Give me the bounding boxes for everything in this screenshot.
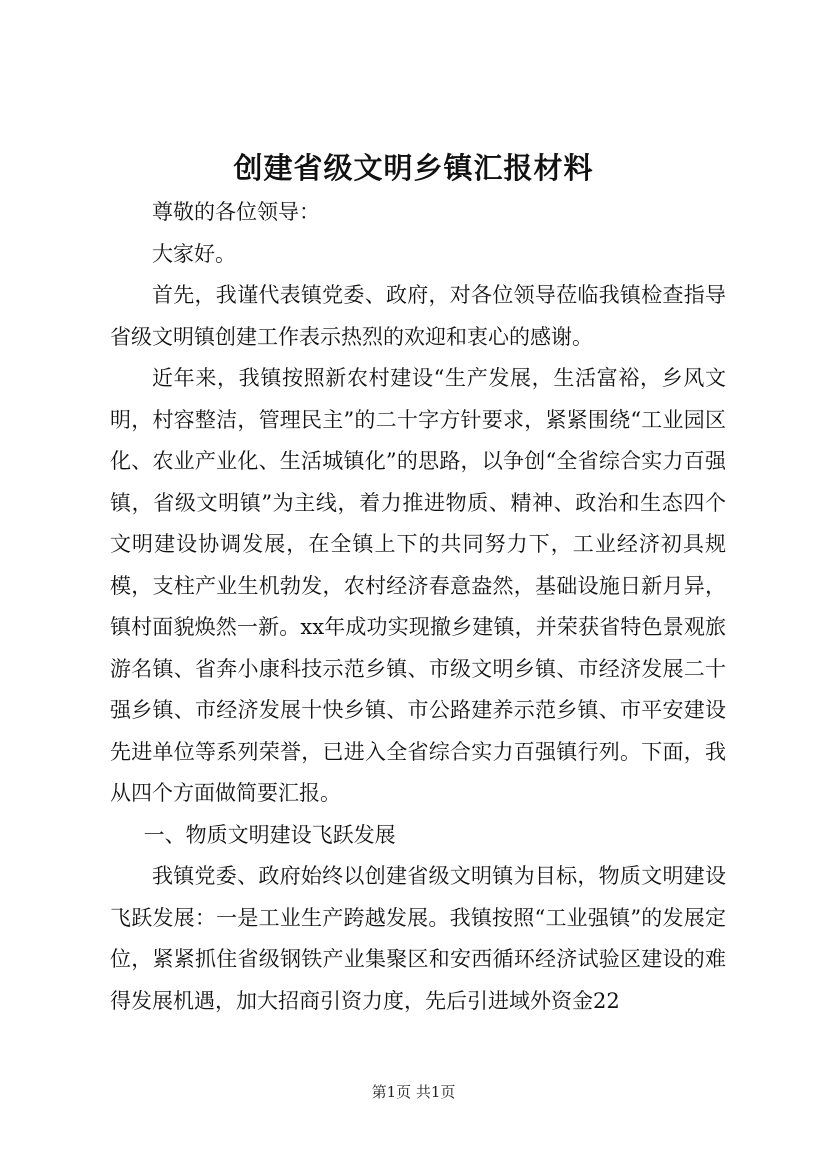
paragraph: 首先，我谨代表镇党委、政府，对各位领导莅临我镇检查指导省级文明镇创建工作表示热烈的欢迎和衷心的感谢。 [110, 283, 726, 349]
page-footer: 第1页 共1页 [371, 1083, 456, 1101]
greeting: 大家好。 [152, 241, 236, 266]
salutation: 尊敬的各位领导： [152, 200, 320, 224]
document-title: 创建省级文明乡镇汇报材料 [233, 151, 594, 185]
paragraph: 我镇党委、政府始终以创建省级文明镇为目标，物质文明建设飞跃发展：一是工业生产跨越发展。我镇按照“工业强镇”的发展定位，紧紧抓住省级钢铁产业集聚区和安西循环经济试验区建设的难得发展机遇，加大招商引资力度，先后引进域外资金22 [110, 864, 726, 1013]
paragraph: 近年来，我镇按照新农村建设“生产发展，生活富裕，乡风文明，村容整洁，管理民主”的二十字方针要求，紧紧围绕“工业园区化、农业产业化、生活城镇化”的思路，以争创“全省综合实力百强镇，省级文明镇”为主线，着力推进物质、精神、政治和生态四个文明建设协调发展，在全镇上下的共同努力下，工业经济初具规模，支柱产业生机勃发，农村经济春意盎然，基础设施日新月异，镇村面貌焕然一新。xx年成功实现撤乡建镇，并荣获省特色景观旅游名镇、省奔小康科技示范乡镇、市级文明乡镇、市经济发展二十强乡镇、市经济发展十快乡镇、市公路建养示范乡镇、市平安建设先进单位等系列荣誉，已进入全省综合实力百强镇行列。下面，我从四个方面做简要汇报。 [110, 366, 726, 805]
section-heading: 一、物质文明建设飞跃发展 [143, 822, 396, 847]
document-body [110, 192, 726, 1022]
